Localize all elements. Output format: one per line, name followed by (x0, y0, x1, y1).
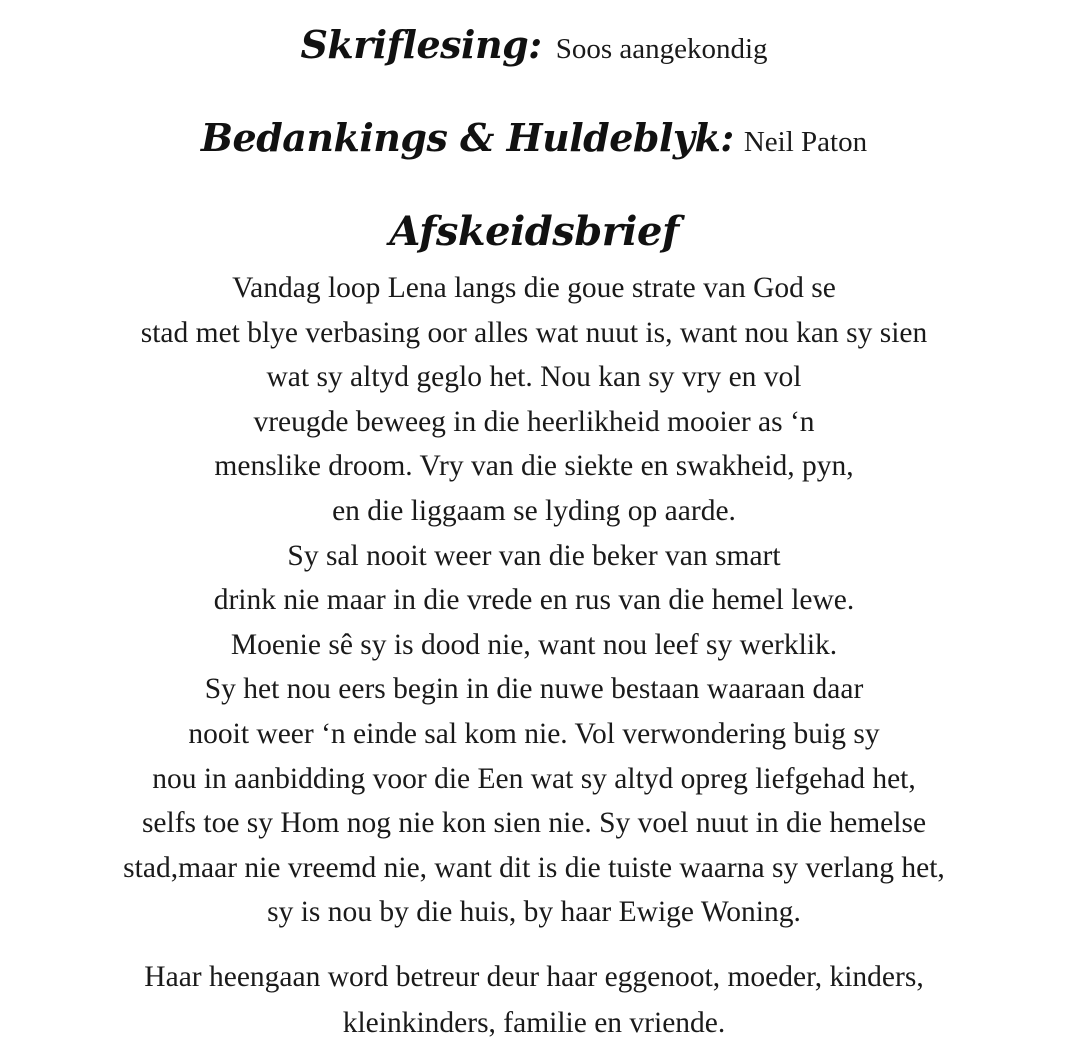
poem-line: Sy het nou eers begin in die nuwe bestaan waaraan daar (204, 673, 864, 706)
poem-line: drink nie maar in die vrede en rus van die hemel lewe. (213, 584, 855, 617)
poem-line: menslike droom. Vry van die siekte en swakheid, pyn, (214, 450, 854, 483)
poem-line: vreugde beweeg in die heerlikheid mooier as ‘n (253, 405, 815, 438)
poem-line: wat sy altyd geglo het. Nou kan sy vry en vol (266, 361, 802, 394)
poem-line: nooit weer ‘n einde sal kom nie. Vol verwondering buig sy (188, 717, 880, 750)
scripture-reading-row (0, 22, 1068, 67)
poem-line: Vandag loop Lena langs die goue strate van God se (232, 272, 836, 304)
poem-line: Moenie sê sy is dood nie, want nou leef sy werklik. (230, 628, 838, 661)
thanks-tribute-row (0, 115, 1068, 160)
scripture-reading-value: Soos aangekondig (555, 33, 768, 65)
thanks-tribute-label: Bedankings & Huldeblyk: (200, 115, 734, 160)
mourners-line: kleinkinders, familie en vriende. (342, 1007, 726, 1039)
scripture-reading-label: Skriflesing: (300, 22, 542, 67)
mourners-notice (0, 954, 1068, 1046)
farewell-letter-title: Afskeidsbrief (389, 208, 679, 255)
thanks-tribute-value: Neil Paton (743, 126, 868, 158)
farewell-letter-heading-row (0, 208, 1068, 255)
poem-line: stad,maar nie vreemd nie, want dit is die tuiste waarna sy verlang het, (123, 851, 945, 884)
poem-line: nou in aanbidding voor die Een wat sy altyd opreg liefgehad het, (152, 762, 916, 795)
poem-line: Sy sal nooit weer van die beker van smart (287, 539, 781, 572)
poem-line: en die liggaam se lyding op aarde. (332, 494, 736, 527)
poem-line: stad met blye verbasing oor alles wat nuut is, want nou kan sy sien (140, 316, 928, 349)
poem-line: sy is nou by die huis, by haar Ewige Woning. (267, 896, 801, 929)
mourners-line: Haar heengaan word betreur deur haar eggenoot, moeder, kinders, (144, 961, 924, 993)
poem-line: selfs toe sy Hom nog nie kon sien nie. Sy voel nuut in die hemelse (141, 807, 927, 840)
farewell-letter-body (0, 266, 1068, 935)
